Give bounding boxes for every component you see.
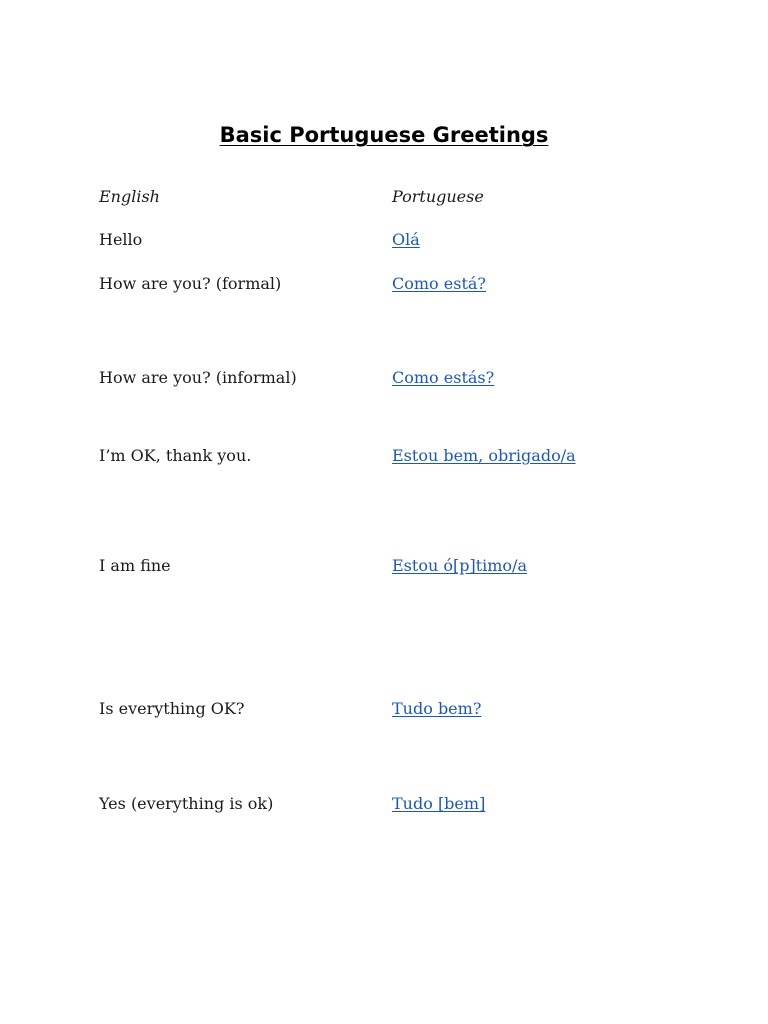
column-header-row xyxy=(0,186,768,210)
english-phrase: How are you? (formal) xyxy=(99,274,282,293)
page-title-text: Basic Portuguese Greetings xyxy=(219,123,549,147)
phrase-row xyxy=(0,273,768,297)
phrase-row xyxy=(0,555,768,579)
english-phrase: I’m OK, thank you. xyxy=(99,446,252,465)
phrase-row xyxy=(0,367,768,391)
phrase-row xyxy=(0,793,768,817)
portuguese-phrase-link[interactable]: Estou ó[p]timo/a xyxy=(392,556,527,575)
english-phrase: How are you? (informal) xyxy=(99,368,297,387)
english-phrase: Yes (everything is ok) xyxy=(99,794,274,813)
portuguese-phrase-link[interactable]: Tudo bem? xyxy=(392,699,482,718)
portuguese-phrase-link[interactable]: Como estás? xyxy=(392,368,495,387)
portuguese-phrase-link[interactable]: Como está? xyxy=(392,274,486,293)
phrase-row xyxy=(0,698,768,722)
page-title xyxy=(0,123,768,147)
portuguese-phrase-link[interactable]: Tudo [bem] xyxy=(392,794,486,813)
portuguese-phrase-link[interactable]: Estou bem, obrigado/a xyxy=(392,446,576,465)
phrase-row xyxy=(0,445,768,469)
phrase-row xyxy=(0,229,768,253)
column-header-english: English xyxy=(99,187,160,206)
portuguese-phrase-link[interactable]: Olá xyxy=(392,230,420,249)
english-phrase: I am fine xyxy=(99,556,171,575)
column-header-portuguese: Portuguese xyxy=(392,187,484,206)
english-phrase: Is everything OK? xyxy=(99,699,245,718)
english-phrase: Hello xyxy=(99,230,143,249)
